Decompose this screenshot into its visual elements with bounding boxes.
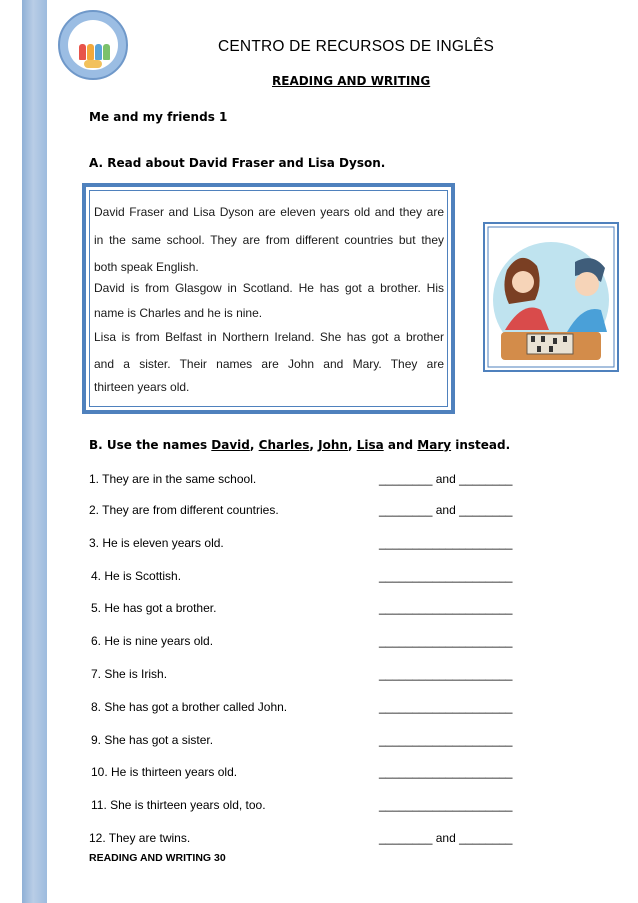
answer-blank[interactable]: ____________________ — [379, 569, 513, 583]
name-john: John — [318, 438, 348, 452]
reading-line: both speak English. — [94, 260, 199, 274]
exercise-question: 9. She has got a sister. — [91, 733, 214, 747]
center-title: CENTRO DE RECURSOS DE INGLÊS — [218, 38, 495, 55]
name-mary: Mary — [417, 438, 452, 452]
children-playing-chess-icon — [483, 222, 619, 372]
exercise-question: 7. She is Irish. — [91, 667, 168, 681]
subtitle: READING AND WRITING — [272, 74, 431, 88]
answer-blank[interactable]: ____________________ — [379, 765, 513, 779]
reading-line: David Fraser and Lisa Dyson are eleven years old and they are — [94, 205, 444, 219]
exercise-question: 8. She has got a brother called John. — [91, 700, 288, 714]
worksheet-title: Me and my friends 1 — [89, 110, 228, 124]
section-a-heading: A. Read about David Fraser and Lisa Dyson. — [89, 156, 386, 170]
exercise-question: 11. She is thirteen years old, too. — [91, 798, 266, 812]
answer-blank[interactable]: ____________________ — [379, 700, 513, 714]
answer-blank[interactable]: ____________________ — [379, 601, 513, 615]
reading-line: and a sister. Their names are John and Mary. They are — [94, 357, 444, 371]
reading-line: thirteen years old. — [94, 380, 190, 394]
reading-line: Lisa is from Belfast in Northern Ireland. She has got a brother — [94, 330, 444, 344]
reading-line: name is Charles and he is nine. — [94, 306, 263, 320]
exercise-question: 3. He is eleven years old. — [89, 536, 224, 550]
exercise-question: 2. They are from different countries. — [89, 503, 279, 517]
reading-line: David is from Glasgow in Scotland. He has got a brother. His — [94, 281, 444, 295]
answer-blank[interactable]: ____________________ — [379, 798, 513, 812]
answer-blank[interactable]: ________ and ________ — [379, 472, 513, 486]
answer-blank[interactable]: ________ and ________ — [379, 503, 513, 517]
exercise-question: 6. He is nine years old. — [91, 634, 214, 648]
name-lisa: Lisa — [356, 438, 384, 452]
school-kids-logo-icon — [58, 10, 128, 80]
answer-blank[interactable]: ____________________ — [379, 536, 513, 550]
answer-blank[interactable]: ____________________ — [379, 667, 513, 681]
answer-blank[interactable]: ________ and ________ — [379, 831, 513, 845]
exercise-question: 5. He has got a brother. — [91, 601, 217, 615]
page-sidebar-stripe — [22, 0, 47, 903]
page-footer: READING AND WRITING 30 — [89, 852, 226, 864]
answer-blank[interactable]: ____________________ — [379, 733, 513, 747]
answer-blank[interactable]: ____________________ — [379, 634, 513, 648]
section-b-heading: B. Use the names David, Charles, John, Lisa and Mary instead. — [89, 438, 511, 452]
reading-line: in the same school. They are from different countries but they — [94, 233, 444, 247]
exercise-question: 10. He is thirteen years old. — [91, 765, 238, 779]
name-charles: Charles — [258, 438, 310, 452]
name-david: David — [211, 438, 250, 452]
exercise-question: 1. They are in the same school. — [89, 472, 257, 486]
exercise-question: 12. They are twins. — [89, 831, 191, 845]
exercise-question: 4. He is Scottish. — [91, 569, 182, 583]
